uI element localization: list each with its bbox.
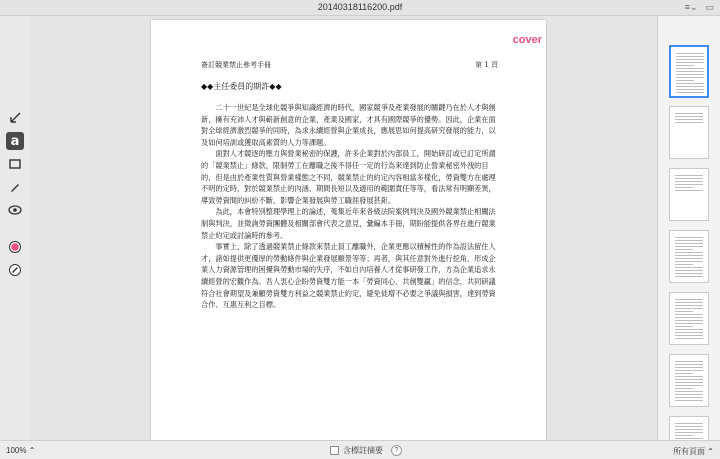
thumbnail-text-line — [675, 178, 703, 179]
page-thumbnail[interactable] — [669, 230, 709, 283]
thumbnail-text-line — [675, 305, 703, 306]
pages-select-value: 所有頁面 — [673, 447, 706, 456]
thumbnail-text-line — [675, 302, 703, 303]
thumbnail-text-line — [676, 68, 704, 69]
eye-tool-icon[interactable] — [6, 201, 24, 219]
sidebar-toggle-icon[interactable]: ▭ — [705, 2, 714, 12]
thumbnail-text-line — [675, 246, 703, 247]
thumbnail-text-line — [675, 385, 703, 386]
section-title: ◆◆主任委員的期許◆◆ — [201, 82, 282, 91]
thumbnail-text-line — [675, 426, 703, 427]
zoom-value: 100% — [6, 446, 27, 455]
thumbnail-text-line — [675, 267, 703, 268]
rectangle-tool-icon[interactable] — [6, 155, 24, 173]
thumbnail-text-line — [675, 276, 703, 277]
page-thumbnail[interactable] — [669, 416, 709, 440]
annotation-toolbar — [0, 16, 30, 440]
arrow-tool-icon[interactable] — [6, 109, 24, 127]
zoom-select[interactable]: 100% ⌃ — [6, 446, 36, 455]
thumbnail-text-line — [675, 181, 703, 182]
thumbnail-text-line — [676, 74, 704, 75]
page-header-title: 簽訂競業禁止參考手冊 — [201, 61, 271, 69]
thumbnail-text-line — [675, 332, 703, 333]
thumbnail-text-line — [675, 429, 703, 430]
title-bar-controls — [685, 2, 714, 13]
pen-tool-icon[interactable] — [6, 178, 24, 196]
thumbnail-text-line — [675, 258, 703, 259]
thumbnail-text-line — [675, 252, 703, 253]
thumbnail-text-line — [675, 255, 703, 256]
thumbnail-text-line — [675, 379, 703, 380]
page-thumbnail[interactable] — [669, 292, 709, 345]
thumbnail-text-line — [675, 391, 703, 392]
thumbnail-text-line — [675, 382, 703, 383]
thumbnail-text-line — [676, 80, 694, 81]
include-annotations-label: 含標註摘要 — [343, 446, 383, 455]
paragraph: 二十一世紀是全球化競爭與知識經濟的時代，國家競爭及產業發展的關鍵乃在於人才與創新，擁有充沛人才與嶄新創意的企業、產業及國家，才具有國際競爭的優勢。因此，企業在面對全球經濟激烈競爭的同時，為求永續經營與企業成長，應展思如何提高研究發展的能力，以及如何培訓或獲取高素質的人力等課題。 — [201, 103, 496, 147]
paragraph: 事實上，除了透過競業禁止條款來禁止員工離職外，企業更應以積極性的作為設法留住人才，諸如提供更優厚的勞動條件與企業發展願景等等；再者，與其任意對外進行挖角，形成企業人力資源管理的困擾與勞動市場的失序，不如自內培養人才從事研發工作，方為企業追求永續經營的宏觀作為。吾人衷心企盼勞資雙方能一本「勞資同心、共創雙贏」的信念，共同研議符合社會期望及兼顧勞資雙方利益之競業禁止約定，避免徒增不必要之爭議與損害，達到勞資合作、互惠互利之目標。 — [201, 242, 496, 310]
thumbnail-text-line — [675, 326, 693, 327]
thumbnail-text-line — [675, 261, 703, 262]
thumbnail-text-line — [675, 119, 703, 120]
thumbnail-text-line — [676, 83, 704, 84]
list-icon[interactable]: ≡⌄ — [684, 2, 698, 12]
thumbnail-text-line — [676, 86, 704, 87]
thumbnail-text-line — [675, 273, 703, 274]
thumbnail-text-line — [675, 376, 703, 377]
thumbnail-text-line — [675, 438, 703, 439]
page-thumbnail[interactable] — [669, 168, 709, 221]
thumbnail-text-line — [676, 56, 704, 57]
thumbnail-text-line — [675, 317, 703, 318]
cover-stamp: cover — [512, 34, 542, 46]
thumbnail-text-line — [675, 264, 693, 265]
thumbnail-text-line — [675, 122, 703, 123]
title-bar — [0, 0, 720, 16]
thumbnail-text-line — [675, 299, 703, 300]
thumbnail-text-line — [675, 190, 703, 191]
include-annotations-checkbox[interactable] — [330, 446, 339, 455]
thumbnail-text-line — [675, 270, 703, 271]
thumbnail-text-line — [675, 370, 703, 371]
thumbnail-text-line — [675, 249, 693, 250]
help-icon[interactable]: ? — [391, 445, 402, 456]
thumbnail-text-line — [675, 113, 703, 114]
thumbnail-text-line — [675, 314, 703, 315]
page-body — [201, 102, 501, 311]
thumbnail-text-line — [676, 89, 704, 90]
page-thumbnail[interactable] — [669, 45, 709, 98]
page-number: 第 1 頁 — [475, 61, 498, 69]
thumbnail-text-line — [676, 71, 704, 72]
text-tool-icon[interactable]: a — [6, 132, 24, 150]
thumbnail-text-line — [675, 311, 693, 312]
thumbnail-text-line — [675, 320, 703, 321]
thumbnail-text-line — [675, 388, 693, 389]
thumbnail-text-line — [675, 187, 693, 188]
thumbnail-text-line — [675, 432, 703, 433]
paragraph: 面對人才競逐的壓力與營業秘密的保護，許多企業對於內部員工，開始研訂或已訂定所謂的「競業禁止」條款，限制勞工在離職之後不得任一定的行為來達到防止營業秘密外洩的目的，但是由於產業性質與營業樣態之不同，競業禁止的約定內容相當多樣化，勞資雙方在處理不明的定時，對於競業禁止的內涵、期間長短以及適用的範圍責任等等，看法常有明顯差異，導致勞資間的糾紛不斷，影響企業發展與勞工職涯發展甚鉅。 — [201, 149, 496, 205]
thumbnail-text-line — [675, 364, 703, 365]
thumbnail-sidebar — [657, 16, 720, 440]
thumbnail-text-line — [675, 329, 703, 330]
thumbnail-text-line — [675, 373, 693, 374]
thumbnail-text-line — [675, 175, 703, 176]
bottom-bar — [0, 440, 720, 459]
thumbnail-text-line — [676, 92, 704, 93]
thumbnail-text-line — [675, 400, 703, 401]
page-thumbnail[interactable] — [669, 354, 709, 407]
paragraph: 為此，本會特別整理學理上的論述，蒐集近年來各級法院案例判決及國外競業禁止相關法制與判決，並徵詢勞資團體及相關部會代表之意見，彙編本手冊，期盼能提供各界在進行競業禁止約定或討論時的參考。 — [201, 207, 496, 240]
thumbnail-text-line — [675, 423, 703, 424]
document-viewport[interactable] — [30, 16, 657, 440]
thumbnail-text-line — [675, 184, 703, 185]
color-picker-icon[interactable] — [6, 238, 24, 256]
thumbnail-text-line — [675, 338, 703, 339]
thumbnail-text-line — [675, 116, 703, 117]
thumbnail-text-line — [675, 240, 703, 241]
thumbnail-text-line — [675, 394, 703, 395]
thumbnail-text-line — [675, 397, 703, 398]
pdf-page[interactable] — [151, 20, 546, 440]
thumbnail-text-line — [675, 361, 703, 362]
brush-size-icon[interactable] — [6, 261, 24, 279]
thumbnail-text-line — [676, 53, 704, 54]
thumbnail-text-line — [675, 323, 703, 324]
summary-option — [330, 445, 402, 456]
thumbnail-text-line — [676, 65, 694, 66]
thumbnail-text-line — [675, 237, 703, 238]
thumbnail-text-line — [676, 59, 704, 60]
pages-select[interactable]: 所有頁面 ⌃ — [673, 447, 714, 456]
thumbnail-text-line — [675, 435, 693, 436]
window-title: 20140318116200.pdf — [317, 2, 403, 12]
thumbnail-text-line — [675, 367, 703, 368]
thumbnail-text-line — [676, 62, 704, 63]
thumbnail-text-line — [675, 243, 703, 244]
thumbnail-text-line — [676, 77, 704, 78]
thumbnail-text-line — [675, 308, 703, 309]
page-thumbnail[interactable] — [669, 106, 709, 159]
thumbnail-text-line — [675, 335, 703, 336]
